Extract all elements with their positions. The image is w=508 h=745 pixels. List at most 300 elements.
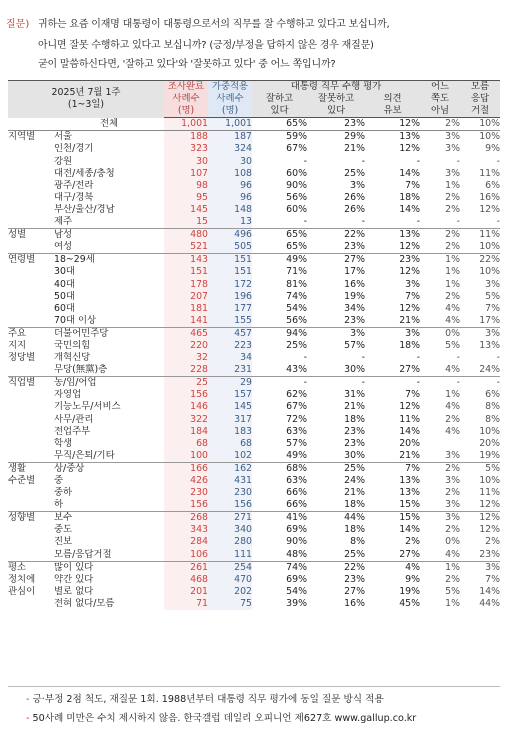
completed-count-cell: 100 bbox=[164, 450, 208, 463]
question-line-1: 귀하는 요즘 이재명 대통령이 대통령으로서의 직무를 잘 수행하고 있다고 보십니까, bbox=[38, 19, 390, 30]
reserve-percent-cell: 23% bbox=[365, 254, 420, 267]
row-group-label: 지역별 bbox=[8, 131, 54, 144]
reserve-header-2: 유보 bbox=[365, 105, 420, 118]
completed-count-cell: 156 bbox=[164, 389, 208, 401]
weighted-count-cell: 155 bbox=[208, 315, 252, 328]
dk-percent-cell: 3% bbox=[485, 278, 501, 290]
good-percent-cell: 54% bbox=[286, 302, 308, 314]
completed-header: 조사완료 bbox=[164, 81, 208, 94]
row-subgroup-label: 전업주부 bbox=[54, 425, 91, 437]
good-percent-cell: 49% bbox=[286, 449, 308, 461]
table-row bbox=[8, 377, 500, 390]
row-subgroup-label: 보수 bbox=[54, 512, 164, 525]
reserve-percent-cell: 15% bbox=[365, 512, 420, 525]
reserve-percent-cell: 14% bbox=[399, 167, 421, 179]
neither-percent-cell: - bbox=[420, 377, 460, 390]
weighted-count-cell: 317 bbox=[208, 414, 252, 426]
table-row bbox=[8, 364, 500, 377]
row-subgroup-label: 인천/경기 bbox=[54, 143, 94, 155]
good-header-2: 있다 bbox=[252, 105, 307, 118]
bad-percent-cell: 30% bbox=[344, 449, 366, 461]
table-row bbox=[8, 462, 500, 475]
completed-count-cell: 426 bbox=[164, 475, 208, 487]
reserve-percent-cell: - bbox=[416, 352, 421, 364]
row-group-label bbox=[8, 598, 54, 610]
neither-percent-cell: 2% bbox=[445, 290, 461, 302]
completed-count-cell: 468 bbox=[164, 574, 208, 586]
bad-percent-cell: 17% bbox=[344, 266, 366, 278]
neither-percent-cell: 3% bbox=[445, 167, 461, 179]
row-subgroup-label: 50대 bbox=[54, 290, 75, 302]
row-group-label bbox=[8, 156, 54, 168]
row-group-label bbox=[8, 549, 54, 562]
weighted-count-cell: 202 bbox=[208, 586, 252, 598]
good-percent-cell: 68% bbox=[252, 462, 307, 475]
bad-percent-cell: 23% bbox=[344, 437, 366, 449]
good-percent-cell: 56% bbox=[286, 314, 308, 326]
dk-percent-cell: 12% bbox=[479, 203, 501, 215]
row-group-label bbox=[8, 192, 54, 204]
bad-percent-cell: 30% bbox=[344, 364, 366, 376]
good-percent-cell: 65% bbox=[252, 229, 307, 242]
neither-percent-cell: 2% bbox=[445, 573, 461, 585]
bad-percent-cell: 21% bbox=[344, 143, 366, 155]
neither-percent-cell: 2% bbox=[445, 524, 461, 536]
footnote-divider bbox=[8, 686, 500, 687]
dk-percent-cell: 10% bbox=[460, 131, 500, 144]
row-group-label bbox=[8, 524, 54, 536]
table-row bbox=[8, 536, 500, 548]
bad-percent-cell: 25% bbox=[344, 548, 366, 560]
question-line-3: 굳이 말씀하신다면, '잘하고 있다'와 '잘못하고 있다' 중 어느 쪽입니까? bbox=[38, 59, 336, 70]
row-subgroup-label: 여성 bbox=[54, 241, 73, 253]
completed-count-cell: 30 bbox=[164, 156, 208, 168]
reserve-percent-cell: 12% bbox=[365, 118, 420, 131]
neither-percent-cell bbox=[420, 438, 460, 450]
period-label: 2025년 7월 1주 bbox=[51, 87, 121, 99]
table-row bbox=[8, 192, 500, 204]
weighted-header: 가중적용 bbox=[208, 81, 252, 94]
weighted-count-cell: 340 bbox=[208, 524, 252, 536]
bad-percent-cell: 18% bbox=[344, 499, 366, 511]
dk-percent-cell: - bbox=[460, 377, 500, 390]
bad-percent-cell: 3% bbox=[350, 179, 366, 191]
table-row bbox=[8, 168, 500, 180]
row-subgroup-label: 개혁신당 bbox=[54, 352, 91, 364]
bad-percent-cell: 22% bbox=[307, 229, 365, 242]
bad-percent-cell: 21% bbox=[344, 487, 366, 499]
neither-header-3: 아님 bbox=[420, 105, 460, 118]
row-subgroup-label: 기능노무/서비스 bbox=[54, 401, 121, 413]
dk-percent-cell: 6% bbox=[485, 179, 501, 191]
row-group-label: 관심이 bbox=[8, 585, 36, 597]
table-row bbox=[8, 352, 500, 364]
bad-percent-cell: 44% bbox=[307, 512, 365, 525]
weighted-count-cell: 13 bbox=[208, 216, 252, 229]
table-row bbox=[8, 229, 500, 242]
dk-percent-cell: 20% bbox=[479, 437, 501, 449]
weighted-count-cell: 75 bbox=[208, 598, 252, 610]
row-subgroup-label: 무당(無黨)층 bbox=[54, 364, 108, 376]
neither-percent-cell: 3% bbox=[445, 475, 461, 486]
row-group-label bbox=[8, 279, 54, 291]
weighted-count-cell: 34 bbox=[208, 352, 252, 364]
dk-percent-cell: 10% bbox=[479, 425, 501, 437]
row-subgroup-label: 중 bbox=[54, 475, 64, 486]
dk-percent-cell: 7% bbox=[485, 302, 501, 314]
completed-count-cell: 1,001 bbox=[164, 118, 208, 131]
completed-count-cell: 261 bbox=[164, 561, 208, 574]
bad-percent-cell: 26% bbox=[344, 203, 366, 215]
table-row bbox=[8, 118, 500, 131]
table-row bbox=[8, 291, 500, 303]
completed-count-cell: 188 bbox=[164, 131, 208, 144]
table-row bbox=[8, 303, 500, 315]
dk-percent-cell: 13% bbox=[479, 339, 501, 351]
good-percent-cell: - bbox=[252, 377, 307, 390]
reserve-percent-cell: 21% bbox=[399, 449, 421, 461]
dk-percent-cell: 16% bbox=[479, 191, 501, 203]
reserve-percent-cell: 2% bbox=[405, 536, 421, 548]
weighted-count-cell: 30 bbox=[208, 156, 252, 168]
weighted-count-cell: 183 bbox=[208, 426, 252, 438]
row-group-label: 주요 bbox=[8, 327, 54, 340]
neither-percent-cell: 1% bbox=[420, 561, 460, 574]
good-percent-cell: 39% bbox=[286, 597, 308, 609]
weighted-count-cell: 254 bbox=[208, 561, 252, 574]
completed-count-cell: 284 bbox=[164, 536, 208, 548]
row-group-label bbox=[8, 414, 54, 426]
neither-percent-cell: 5% bbox=[445, 339, 461, 351]
table-row bbox=[8, 340, 500, 352]
completed-count-cell: 98 bbox=[164, 180, 208, 192]
bad-percent-cell: 31% bbox=[344, 389, 366, 401]
good-percent-cell: 48% bbox=[286, 548, 308, 560]
row-subgroup-label: 사무/관리 bbox=[54, 413, 94, 425]
bad-percent-cell: 25% bbox=[307, 462, 365, 475]
completed-count-cell: 106 bbox=[164, 549, 208, 562]
good-percent-cell: 74% bbox=[252, 561, 307, 574]
completed-count-cell: 184 bbox=[164, 426, 208, 438]
reserve-percent-cell: 7% bbox=[405, 290, 421, 302]
bad-percent-cell: 23% bbox=[307, 118, 365, 131]
bad-percent-cell: 16% bbox=[344, 597, 366, 609]
bad-percent-cell: 23% bbox=[344, 314, 366, 326]
weighted-count-cell: 496 bbox=[208, 229, 252, 242]
weighted-count-cell: 172 bbox=[208, 279, 252, 291]
reserve-percent-cell: 15% bbox=[399, 499, 421, 511]
good-percent-cell: 94% bbox=[252, 327, 307, 340]
dk-percent-cell: 23% bbox=[479, 548, 501, 560]
row-group-label bbox=[8, 389, 54, 401]
neither-percent-cell: 2% bbox=[445, 413, 461, 425]
table-row bbox=[8, 574, 500, 586]
dk-percent-cell: 3% bbox=[460, 327, 500, 340]
row-group-label bbox=[8, 266, 54, 278]
good-percent-cell: 63% bbox=[286, 475, 308, 486]
weighted-count-cell: 162 bbox=[208, 462, 252, 475]
table-row bbox=[8, 561, 500, 574]
weighted-count-cell: 177 bbox=[208, 303, 252, 315]
dk-percent-cell: 11% bbox=[460, 229, 500, 242]
completed-count-cell: 230 bbox=[164, 487, 208, 499]
weighted-count-cell: 68 bbox=[208, 438, 252, 450]
bad-percent-cell: 19% bbox=[344, 290, 366, 302]
row-group-label bbox=[8, 426, 54, 438]
row-group-label: 평소 bbox=[8, 561, 54, 574]
row-subgroup-label: 18~29세 bbox=[54, 254, 164, 267]
dk-percent-cell: 11% bbox=[479, 487, 501, 499]
neither-percent-cell: 4% bbox=[445, 425, 461, 437]
good-header-1: 잘하고 bbox=[252, 93, 307, 105]
weighted-count-cell: 324 bbox=[208, 143, 252, 155]
good-percent-cell: 71% bbox=[286, 266, 308, 278]
reserve-percent-cell: 13% bbox=[399, 475, 421, 486]
good-percent-cell: 72% bbox=[286, 413, 308, 425]
reserve-percent-cell: 13% bbox=[365, 131, 420, 144]
bad-header-2: 있다 bbox=[307, 105, 365, 118]
reserve-percent-cell: - bbox=[365, 377, 420, 390]
dk-percent-cell: 8% bbox=[485, 401, 501, 413]
bad-percent-cell: 24% bbox=[344, 475, 366, 486]
table-row bbox=[8, 549, 500, 562]
table-row bbox=[8, 131, 500, 144]
reserve-percent-cell: 18% bbox=[399, 191, 421, 203]
reserve-percent-cell: 45% bbox=[399, 597, 421, 609]
reserve-percent-cell: 9% bbox=[405, 573, 421, 585]
table-row bbox=[8, 450, 500, 463]
completed-count-cell: 146 bbox=[164, 401, 208, 413]
dk-percent-cell: 12% bbox=[479, 499, 501, 511]
dk-percent-cell: 14% bbox=[479, 585, 501, 597]
weighted-count-cell: 187 bbox=[208, 131, 252, 144]
bad-percent-cell: - bbox=[361, 216, 366, 228]
neither-percent-cell: - bbox=[456, 352, 461, 364]
table-row bbox=[8, 327, 500, 340]
neither-percent-cell: 1% bbox=[445, 278, 461, 290]
completed-count-cell: 71 bbox=[164, 598, 208, 610]
table-row bbox=[8, 266, 500, 278]
bad-percent-cell: 25% bbox=[344, 167, 366, 179]
footnote-1 bbox=[26, 691, 384, 705]
weighted-count-cell: 96 bbox=[208, 180, 252, 192]
good-percent-cell: 65% bbox=[286, 241, 308, 253]
neither-percent-cell: 4% bbox=[445, 364, 461, 376]
row-subgroup-label: 자영업 bbox=[54, 389, 82, 401]
row-group-label bbox=[8, 204, 54, 216]
completed-count-cell: 343 bbox=[164, 524, 208, 536]
neither-percent-cell: 0% bbox=[420, 327, 460, 340]
completed-unit2-header: (명) bbox=[164, 105, 208, 118]
row-subgroup-label: 많이 있다 bbox=[54, 561, 164, 574]
row-subgroup-label: 대구/경북 bbox=[54, 191, 94, 203]
completed-count-cell: 166 bbox=[164, 462, 208, 475]
completed-count-cell: 32 bbox=[164, 352, 208, 364]
bad-percent-cell: 23% bbox=[344, 573, 366, 585]
dk-percent-cell: - bbox=[496, 352, 501, 364]
dk-percent-cell: 6% bbox=[485, 389, 501, 401]
reserve-percent-cell: 12% bbox=[399, 266, 421, 278]
good-percent-cell: 54% bbox=[286, 585, 308, 597]
table-row bbox=[8, 315, 500, 328]
completed-count-cell: 107 bbox=[164, 168, 208, 180]
footnote-2-dash: - bbox=[26, 713, 30, 724]
row-subgroup-label: 모름/응답거절 bbox=[54, 548, 112, 560]
neither-percent-cell: 2% bbox=[445, 241, 461, 253]
row-subgroup-label: 진보 bbox=[54, 536, 73, 548]
dk-percent-cell: 12% bbox=[479, 524, 501, 536]
neither-percent-cell: 1% bbox=[445, 597, 461, 609]
completed-unit-header: 사례수 bbox=[164, 93, 208, 105]
row-subgroup-label: 전혀 없다/모름 bbox=[54, 597, 115, 609]
row-subgroup-label: 전체 bbox=[54, 118, 164, 131]
row-subgroup-label: 30대 bbox=[54, 266, 75, 278]
reserve-percent-cell: 3% bbox=[405, 278, 421, 290]
weighted-count-cell: 151 bbox=[208, 266, 252, 278]
good-percent-cell: 41% bbox=[252, 512, 307, 525]
row-group-label: 직업별 bbox=[8, 377, 54, 390]
good-percent-cell: 59% bbox=[252, 131, 307, 144]
good-percent-cell: 90% bbox=[286, 536, 308, 548]
row-subgroup-label: 하 bbox=[54, 499, 64, 511]
good-percent-cell: 67% bbox=[286, 143, 308, 155]
row-group-label: 정당별 bbox=[8, 352, 36, 364]
weighted-count-cell: 1,001 bbox=[208, 118, 252, 131]
completed-count-cell: 323 bbox=[164, 143, 208, 155]
neither-header-1: 어느 bbox=[420, 81, 460, 94]
weighted-count-cell: 457 bbox=[208, 327, 252, 340]
neither-percent-cell: 3% bbox=[445, 449, 461, 461]
bad-header-1: 잘못하고 bbox=[307, 93, 365, 105]
row-group-label bbox=[8, 401, 54, 413]
row-group-label bbox=[8, 536, 54, 548]
reserve-percent-cell: 14% bbox=[399, 524, 421, 536]
good-percent-cell: 57% bbox=[286, 437, 308, 449]
reserve-percent-cell: 3% bbox=[365, 327, 420, 340]
reserve-percent-cell: 18% bbox=[399, 339, 421, 351]
table-row bbox=[8, 156, 500, 168]
bad-percent-cell: 21% bbox=[344, 401, 366, 413]
good-percent-cell: 81% bbox=[286, 278, 308, 290]
reserve-percent-cell: 13% bbox=[365, 229, 420, 242]
row-group-label: 연령별 bbox=[8, 254, 54, 267]
row-group-label bbox=[8, 291, 54, 303]
dk-percent-cell: 7% bbox=[485, 573, 501, 585]
dk-percent-cell: 3% bbox=[460, 561, 500, 574]
bad-percent-cell: 29% bbox=[307, 131, 365, 144]
evaluation-group-header: 대통령 직무 수행 평가 bbox=[252, 81, 420, 94]
bad-percent-cell: 16% bbox=[344, 278, 366, 290]
dk-percent-cell: - bbox=[496, 216, 501, 228]
dk-percent-cell: 10% bbox=[479, 241, 501, 253]
footnote-1-dash: - bbox=[26, 694, 30, 705]
table-row bbox=[8, 143, 500, 155]
weighted-unit2-header: (명) bbox=[208, 105, 252, 118]
dk-percent-cell: 12% bbox=[460, 512, 500, 525]
good-percent-cell: 90% bbox=[286, 179, 308, 191]
row-subgroup-label: 강원 bbox=[54, 155, 73, 167]
dk-percent-cell: 10% bbox=[479, 475, 501, 486]
row-group-label: 정치에 bbox=[8, 573, 36, 585]
dk-percent-cell: 5% bbox=[460, 462, 500, 475]
bad-percent-cell: 23% bbox=[344, 241, 366, 253]
table-row bbox=[8, 401, 500, 413]
dk-percent-cell: 24% bbox=[479, 364, 501, 376]
reserve-percent-cell: - bbox=[416, 216, 421, 228]
row-subgroup-label: 제주 bbox=[54, 216, 73, 228]
table-row bbox=[8, 524, 500, 536]
neither-percent-cell: - bbox=[456, 216, 461, 228]
weighted-unit-header: 사례수 bbox=[208, 93, 252, 105]
reserve-percent-cell: - bbox=[416, 155, 421, 167]
reserve-percent-cell: 20% bbox=[399, 437, 421, 449]
good-percent-cell: 67% bbox=[286, 401, 308, 413]
table-row bbox=[8, 279, 500, 291]
reserve-percent-cell: 4% bbox=[365, 561, 420, 574]
row-subgroup-label: 60대 bbox=[54, 302, 75, 314]
bad-percent-cell: 3% bbox=[307, 327, 365, 340]
bad-percent-cell: 27% bbox=[344, 585, 366, 597]
table-row bbox=[8, 426, 500, 438]
row-group-label bbox=[8, 241, 54, 254]
neither-percent-cell: 0% bbox=[445, 536, 461, 548]
weighted-count-cell: 280 bbox=[208, 536, 252, 548]
neither-percent-cell: 2% bbox=[420, 462, 460, 475]
row-subgroup-label: 부산/울산/경남 bbox=[54, 203, 115, 215]
completed-count-cell: 201 bbox=[164, 586, 208, 598]
neither-percent-cell: 3% bbox=[445, 499, 461, 511]
reserve-percent-cell: 27% bbox=[399, 548, 421, 560]
question-line-2: 아니면 잘못 수행하고 있다고 보십니까? (긍정/부정을 답하지 않은 경우 재질문) bbox=[38, 40, 374, 51]
good-percent-cell: 43% bbox=[286, 364, 308, 376]
reserve-percent-cell: 19% bbox=[399, 585, 421, 597]
neither-percent-cell: 1% bbox=[445, 179, 461, 191]
table-row bbox=[8, 180, 500, 192]
weighted-count-cell: 96 bbox=[208, 192, 252, 204]
completed-count-cell: 151 bbox=[164, 266, 208, 278]
good-percent-cell: 62% bbox=[286, 389, 308, 401]
reserve-percent-cell: 7% bbox=[365, 462, 420, 475]
reserve-percent-cell: 27% bbox=[399, 364, 421, 376]
row-subgroup-label: 무직/은퇴/기타 bbox=[54, 449, 115, 461]
dk-percent-cell: 2% bbox=[485, 536, 501, 548]
question-label: 질문) bbox=[6, 19, 30, 30]
table-row bbox=[8, 241, 500, 254]
row-group-label bbox=[8, 216, 54, 229]
neither-percent-cell: 3% bbox=[420, 131, 460, 144]
results-table bbox=[8, 80, 500, 610]
completed-count-cell: 207 bbox=[164, 291, 208, 303]
weighted-count-cell: 151 bbox=[208, 254, 252, 267]
neither-percent-cell: 4% bbox=[445, 314, 461, 326]
row-subgroup-label: 중도 bbox=[54, 524, 73, 536]
dk-header-2: 응답 bbox=[460, 93, 500, 105]
completed-count-cell: 68 bbox=[164, 438, 208, 450]
completed-count-cell: 15 bbox=[164, 216, 208, 229]
weighted-count-cell: 29 bbox=[208, 377, 252, 390]
table-row bbox=[8, 499, 500, 512]
reserve-header-1: 의견 bbox=[365, 93, 420, 105]
row-group-label: 지지 bbox=[8, 339, 27, 351]
good-percent-cell: 66% bbox=[286, 499, 308, 511]
row-group-label bbox=[8, 450, 54, 463]
reserve-percent-cell: 12% bbox=[399, 143, 421, 155]
neither-percent-cell: 4% bbox=[445, 401, 461, 413]
row-group-label: 수준별 bbox=[8, 475, 36, 486]
row-group-label: 생활 bbox=[8, 462, 54, 475]
reserve-percent-cell: 12% bbox=[399, 241, 421, 253]
completed-count-cell: 145 bbox=[164, 204, 208, 216]
